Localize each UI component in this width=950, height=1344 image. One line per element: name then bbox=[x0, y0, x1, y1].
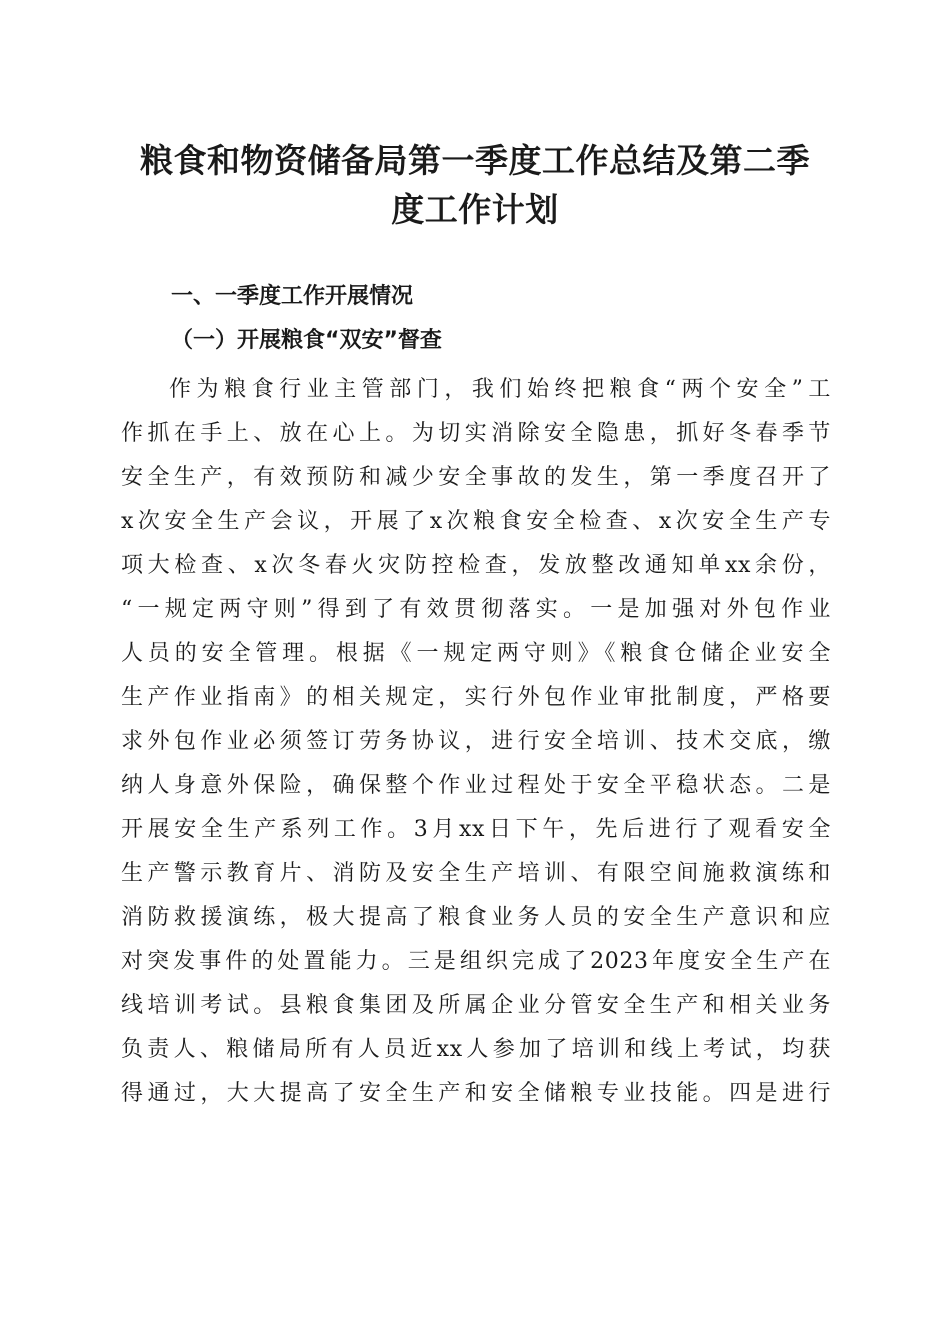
title-line-1: 粮食和物资储备局第一季度工作总结及第二季 bbox=[140, 141, 810, 180]
body-line: 负责人、粮储局所有人员近xx人参加了培训和线上考试，均获 bbox=[121, 1037, 831, 1062]
body-line: 作抓在手上、放在心上。为切实消除安全隐患，抓好冬春季节 bbox=[121, 421, 831, 446]
body-line: 生产警示教育片、消防及安全生产培训、有限空间施救演练和 bbox=[121, 861, 831, 886]
body-text bbox=[121, 368, 831, 1116]
title-line-2: 度工作计划 bbox=[391, 190, 559, 229]
subsection-heading: （一）开展粮食“双安”督查 bbox=[171, 328, 442, 353]
document-title bbox=[100, 136, 850, 234]
body-line: 对突发事件的处置能力。三是组织完成了2023年度安全生产在 bbox=[121, 949, 831, 974]
body-line: 求外包作业必须签订劳务协议，进行安全培训、技术交底，缴 bbox=[121, 729, 831, 754]
body-line: 生产作业指南》的相关规定，实行外包作业审批制度，严格要 bbox=[121, 685, 831, 710]
body-line: 安全生产，有效预防和减少安全事故的发生，第一季度召开了 bbox=[121, 465, 831, 490]
body-line: 得通过，大大提高了安全生产和安全储粮专业技能。四是进行 bbox=[121, 1081, 831, 1106]
body-line: “一规定两守则”得到了有效贯彻落实。一是加强对外包作业 bbox=[121, 597, 831, 622]
section-heading: 一、一季度工作开展情况 bbox=[171, 284, 414, 309]
body-line: 消防救援演练，极大提高了粮食业务人员的安全生产意识和应 bbox=[121, 905, 831, 930]
body-line: x次安全生产会议，开展了x次粮食安全检查、x次安全生产专 bbox=[121, 509, 831, 534]
body-line: 作为粮食行业主管部门，我们始终把粮食“两个安全”工 bbox=[169, 377, 831, 402]
body-line: 项大检查、x次冬春火灾防控检查，发放整改通知单xx余份， bbox=[121, 553, 831, 578]
body-line: 人员的安全管理。根据《一规定两守则》《粮食仓储企业安全 bbox=[121, 641, 831, 666]
body-line: 纳人身意外保险，确保整个作业过程处于安全平稳状态。二是 bbox=[121, 773, 831, 798]
body-line: 开展安全生产系列工作。3月xx日下午，先后进行了观看安全 bbox=[121, 817, 831, 842]
body-line: 线培训考试。县粮食集团及所属企业分管安全生产和相关业务 bbox=[121, 993, 831, 1018]
